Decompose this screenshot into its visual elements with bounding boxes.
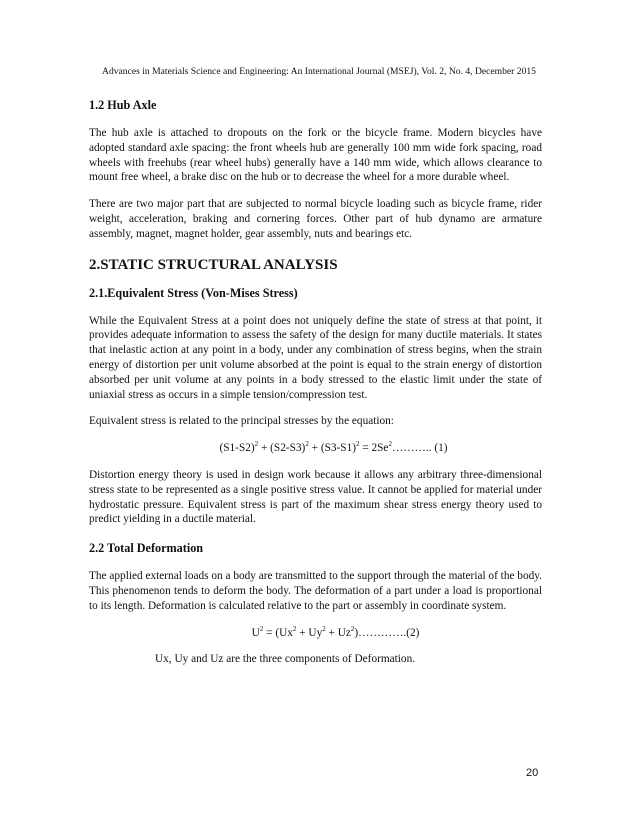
section-heading-hub-axle: 1.2 Hub Axle — [89, 98, 157, 112]
equation-2 — [89, 626, 542, 641]
equation-2-term: + Uy — [296, 626, 323, 639]
equation-1-term: = 2Se — [359, 442, 389, 455]
section-heading-equivalent-stress: 2.1.Equivalent Stress (Von-Mises Stress) — [89, 285, 298, 300]
equation-1 — [89, 441, 542, 456]
equivalent-stress-paragraph-2: Equivalent stress is related to the principal stresses by the equation: — [89, 415, 394, 428]
running-head: Advances in Materials Science and Engineering: An International Journal (MSEJ), Vol. 2, No. 4, December 2015 — [102, 66, 536, 77]
equation-2-term: = (Ux — [263, 626, 293, 639]
deformation-components-note: Ux, Uy and Uz are the three components of Deformation. — [155, 653, 416, 666]
equation-1-term: (S1-S2) — [219, 442, 255, 455]
equation-1-exponent: 2 — [355, 440, 360, 449]
equation-1-term: + (S3-S1) — [308, 442, 356, 455]
equation-1-term: + (S2-S3) — [258, 442, 306, 455]
section-heading-total-deformation: 2.2 Total Deformation — [89, 541, 204, 556]
equation-2-term: U — [251, 626, 260, 639]
page-content — [89, 98, 542, 667]
equation-1-exponent: 2 — [254, 440, 259, 449]
equation-2-exponent: 2 — [350, 624, 355, 633]
page-number: 20 — [526, 767, 539, 779]
equation-1-number: ……….. (1) — [391, 442, 448, 455]
equation-2-exponent: 2 — [322, 624, 326, 633]
section-heading-static-structural-analysis: 2.STATIC STRUCTURAL ANALYSIS — [89, 256, 338, 273]
equation-2-term: + Uz — [325, 626, 351, 639]
equation-2-exponent: 2 — [292, 624, 297, 633]
equivalent-stress-paragraph-3: Distortion energy theory is used in design work because it allows any arbitrary three-dimensional stress state to be represented as a single positive stress value. It cannot be applied for material under hydrostatic pressure. Equivalent stress is part of the maximum shear stress energy theory used to predict yielding in a ductile material. — [89, 468, 542, 526]
equation-2-exponent: 2 — [259, 624, 264, 633]
total-deformation-paragraph-1: The applied external loads on a body are transmitted to the support through the material of the body. This phenomenon tends to deform the body. The deformation of a part under a load is proportional to its length. Deformation is calculated relative to the part or assembly in coordinate system. — [89, 570, 542, 612]
hub-axle-paragraph-1: The hub axle is attached to dropouts on the fork or the bicycle frame. Modern bicycles have adopted standard axle spacing: the front wheels hub are generally 100 mm wide fork spacing, road wheels with freehubs (rear wheel hubs) generally have a 140 mm wide, which allows clearance to mount free wheel, a brake disc on the hub or to decrease the wheel for a more durable wheel. — [89, 127, 542, 184]
equation-2-number: )………….(2) — [354, 626, 420, 639]
equation-1-exponent: 2 — [388, 440, 392, 449]
hub-axle-paragraph-2: There are two major part that are subjected to normal bicycle loading such as bicycle frame, rider weight, acceleration, braking and cornering forces. Other part of hub dynamo are armature assembly, magnet, magnet holder, gear assembly, nuts and bearings etc. — [89, 198, 542, 240]
equation-1-exponent: 2 — [305, 440, 309, 449]
equivalent-stress-paragraph-1: While the Equivalent Stress at a point does not uniquely define the state of stress at that point, it provides adequate information to assess the safety of the design for many ductile materials. It states that inelastic action at any point in a body, under any combination of stress begins, when the strain energy of distortion per unit volume absorbed at the point is equal to the strain energy of distortion absorbed per unit volume at any points in a body stressed to the elastic limit under the state of uniaxial stress as occurs in a simple tension/compression test. — [89, 314, 542, 401]
